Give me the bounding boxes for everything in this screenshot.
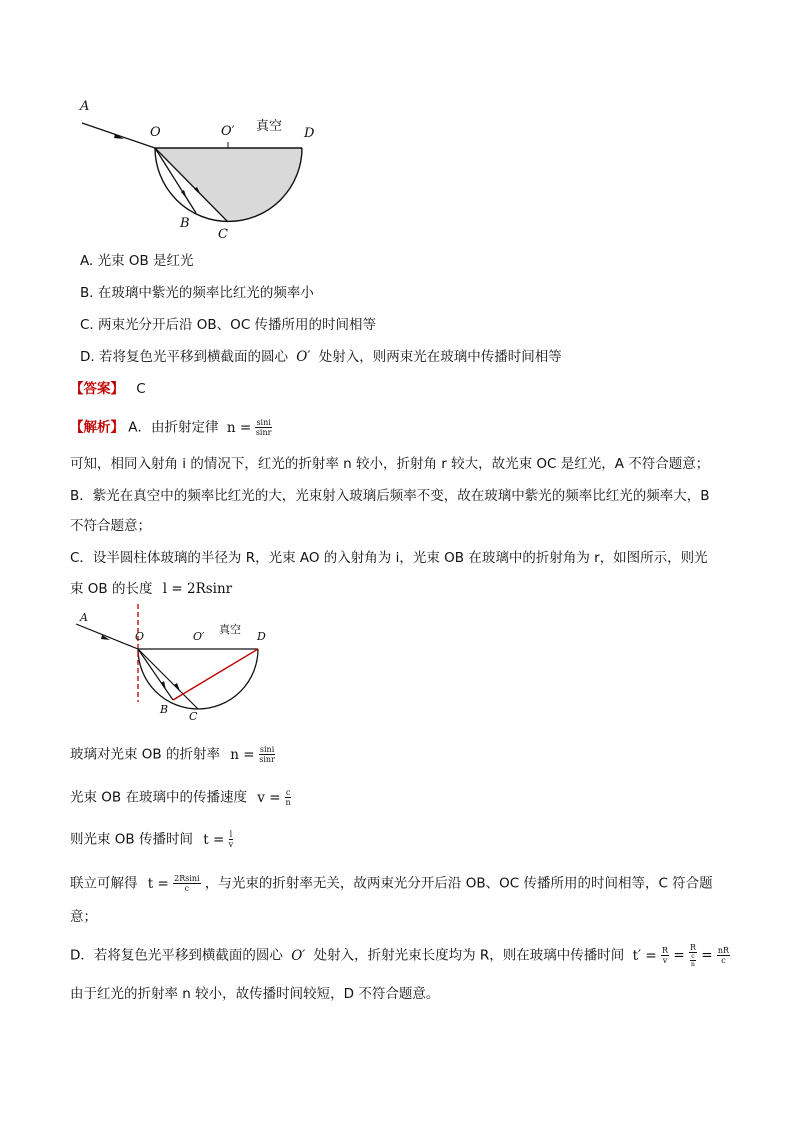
eq4-den: c: [184, 884, 190, 893]
analysis-c-line2-pre: 束 OB 的长度: [70, 581, 153, 597]
eq4-fraction: [173, 874, 201, 893]
eq1-fraction: [259, 745, 275, 764]
option-d-pre: D. 若将复色光平移到横截面的圆心: [80, 349, 288, 365]
law-den: sinr: [255, 428, 272, 437]
ray-ob-arrow-2: [161, 681, 166, 690]
incident-ray: [82, 123, 155, 148]
eq3-pre: 则光束 OB 传播时间: [70, 831, 193, 848]
analysis-a-line1: [70, 418, 272, 437]
eq1-line: [70, 745, 275, 764]
d-equals-1: =: [673, 947, 685, 964]
semicircle-outline-2: [138, 649, 258, 709]
fig2-label-o-prime: O′: [193, 630, 205, 643]
eq2-num: c: [285, 788, 291, 797]
d-equals-2: =: [701, 947, 713, 964]
answer-label: 【答案】: [70, 381, 124, 397]
eq4-lhs: t =: [147, 875, 169, 892]
option-d-post: 处射入，则两束光在玻璃中传播时间相等: [318, 349, 562, 365]
d-f3-den: c: [721, 956, 726, 965]
option-d: [80, 348, 562, 366]
eq2-lhs: v =: [257, 789, 281, 806]
glass-shaded-region: [155, 148, 302, 222]
answer-line: [70, 380, 146, 398]
eq1-pre: 玻璃对光束 OB 的折射率: [70, 746, 220, 763]
analysis-label: 【解析】: [70, 419, 124, 436]
eq2-fraction: [285, 788, 291, 807]
fig2-label-vacuum: 真空: [219, 623, 241, 636]
analysis-d-symbol: O′: [291, 947, 306, 964]
incident-ray-2: [76, 624, 138, 649]
ray-oc-2: [138, 649, 198, 709]
figure-2-semicircle-diagram: [70, 600, 280, 725]
d-f1-num: R: [662, 946, 669, 955]
d-fraction-2: [689, 943, 697, 968]
analysis-c-line2: [70, 580, 232, 598]
d-f2-den-num: c: [691, 953, 695, 960]
analysis-b-line1: B．紫光在真空中的频率比红光的大，光束射入玻璃后频率不变，故在玻璃中紫光的频率比红光的频率大，B: [70, 488, 710, 504]
eq3-line: [70, 830, 233, 849]
analysis-d-pre: D．若将复色光平移到横截面的圆心: [70, 947, 283, 964]
eq4-line: [70, 874, 713, 893]
eq3-fraction: [229, 830, 234, 849]
law-num: sini: [256, 418, 271, 427]
eq2-pre: 光束 OB 在玻璃中的传播速度: [70, 789, 247, 806]
figure-1-semicircle-diagram: [70, 95, 340, 245]
eq3-num: l: [229, 830, 233, 839]
d-f1-den: v: [662, 956, 668, 965]
option-b: B. 在玻璃中紫光的频率比红光的频率小: [80, 285, 314, 301]
d-f2-num: R: [689, 943, 696, 952]
analysis-a-pre: A．由折射定律: [128, 419, 219, 436]
ray-oc-arrow-2: [174, 683, 180, 691]
option-a: A. 光束 OB 是红光: [80, 253, 194, 269]
eq4-line2: 意；: [70, 909, 97, 925]
fig1-label-vacuum: 真空: [256, 119, 283, 134]
law-lhs: n =: [226, 419, 252, 436]
d-f2-den-den: n: [691, 961, 695, 968]
eq4-post: ，与光束的折射率无关，故两束光分开后沿 OB、OC 传播所用的时间相等，C 符合题: [204, 875, 713, 892]
fig1-label-o: O: [150, 125, 161, 140]
fig1-label-a: A: [80, 99, 90, 114]
fig2-label-o: O: [135, 630, 145, 643]
d-f3-num: nR: [717, 946, 730, 955]
fig1-label-o-prime: O′: [221, 124, 235, 139]
analysis-b-line2: 不符合题意；: [70, 518, 151, 534]
analysis-a-line2: 可知，相同入射角 i 的情况下，红光的折射率 n 较小，折射角 r 较大，故光束 OC 是红光，A 不符合题意；: [70, 456, 710, 472]
eq2-line: [70, 788, 291, 807]
d-f2-den-fraction: [690, 953, 695, 968]
analysis-d-mid: 处射入，折射光束长度均为 R，则在玻璃中传播时间: [313, 947, 625, 964]
fig2-label-c: C: [189, 710, 198, 723]
option-c: C. 两束光分开后沿 OB、OC 传播所用的时间相等: [80, 317, 377, 333]
option-d-symbol: O′: [296, 349, 311, 365]
fig1-label-d: D: [304, 126, 315, 141]
eq1-num: sini: [259, 745, 275, 754]
length-equation: l = 2Rsinr: [162, 581, 233, 597]
eq3-den: v: [228, 840, 234, 849]
red-line-bd: [173, 649, 258, 700]
fig2-label-a: A: [80, 611, 88, 624]
eq3-lhs: t =: [203, 831, 225, 848]
answer-value: C: [136, 381, 146, 397]
law-fraction: [255, 418, 271, 437]
fig1-label-b: B: [180, 216, 190, 231]
analysis-c-line1: C．设半圆柱体玻璃的半径为 R，光束 AO 的入射角为 i，光束 OB 在玻璃中的折射角为 r，如图所示，则光: [70, 550, 708, 566]
eq1-den: sinr: [259, 755, 275, 764]
fig2-label-d: D: [257, 630, 266, 643]
eq4-num: 2Rsini: [174, 874, 200, 883]
d-fraction-1: [661, 946, 669, 965]
d-fraction-3: [717, 946, 730, 965]
fig2-label-b: B: [160, 703, 169, 716]
eq2-den: n: [285, 798, 291, 807]
d-lhs: t′ =: [632, 947, 657, 964]
eq1-lhs: n =: [230, 746, 255, 763]
analysis-d-line2: 由于红光的折射率 n 较小，故传播时间较短，D 不符合题意。: [70, 986, 440, 1002]
analysis-d-line1: [70, 943, 730, 968]
fig1-label-c: C: [218, 227, 228, 242]
eq4-pre: 联立可解得: [70, 875, 138, 892]
